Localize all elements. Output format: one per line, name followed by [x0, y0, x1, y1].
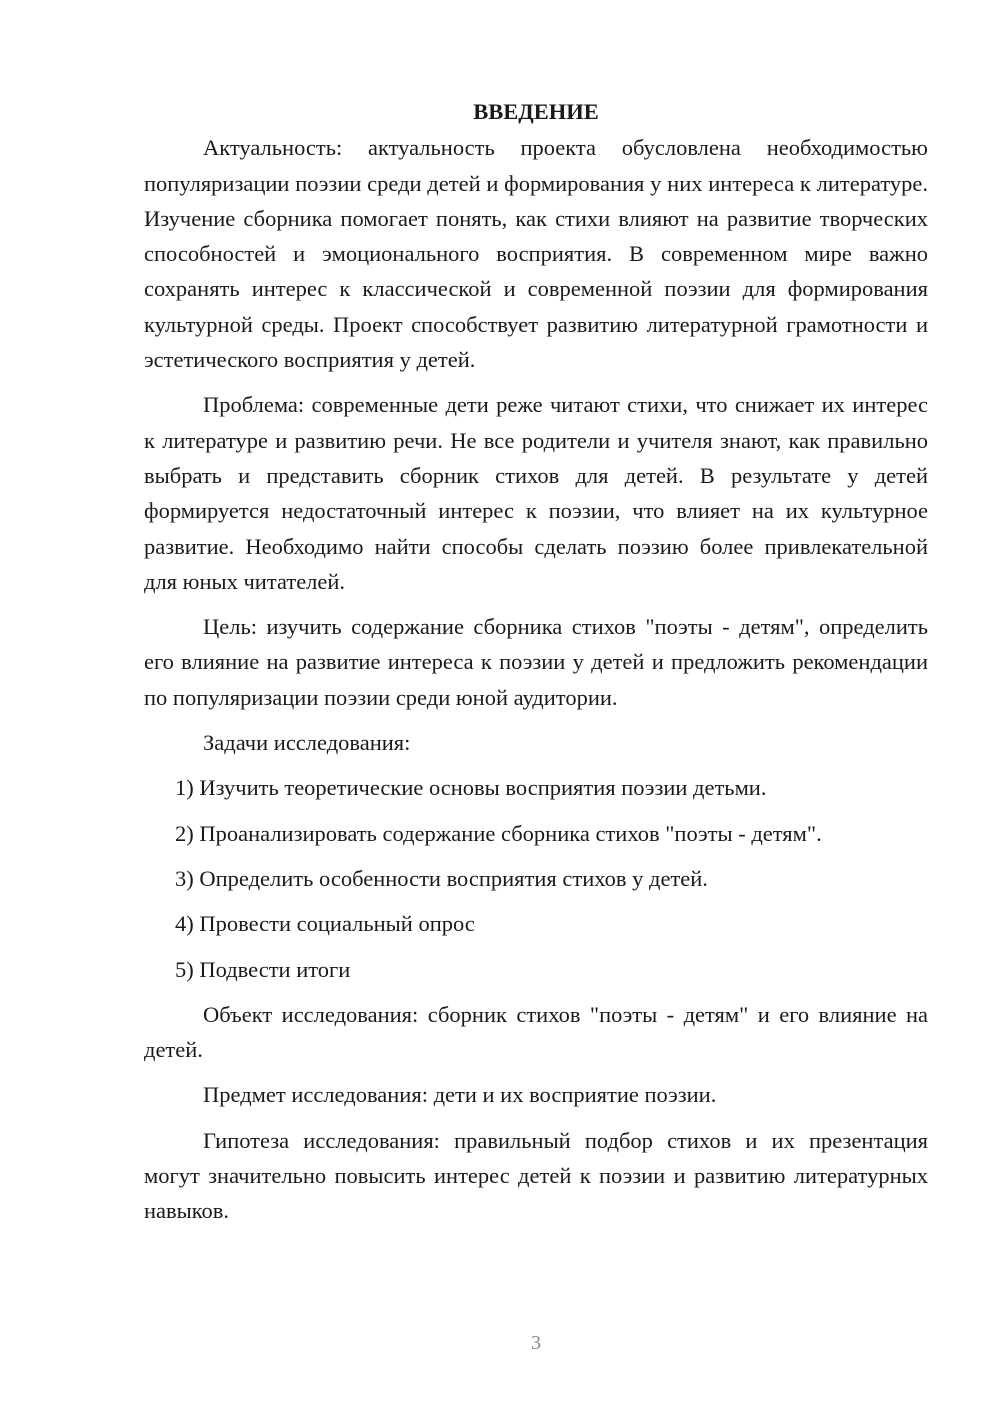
- task-item-4: 4) Провести социальный опрос: [175, 911, 475, 937]
- hypothesis-paragraph: Гипотеза исследования: правильный подбор стихов и их презентация могут значительно повысить интерес детей к поэзии и развитию литературных навыков.: [144, 1127, 928, 1224]
- task-item-5: 5) Подвести итоги: [175, 956, 351, 982]
- tasks-heading: Задачи исследования:: [203, 730, 411, 756]
- task-item-3: 3) Определить особенности восприятия стихов у детей.: [175, 865, 708, 891]
- section-title: ВВЕДЕНИЕ: [473, 99, 599, 124]
- problem-paragraph: Проблема: современные дети реже читают стихи, что снижает их интерес к литературе и развитию речи. Не все родители и учителя знают, как правильно выбрать и представить сборник стихов для детей. В результате у детей формируется недостаточный интерес к поэзии, что влияет на их культурное развитие. Необходимо найти способы сделать поэзию более привлекательной для юных читателей.: [144, 392, 928, 594]
- page-content: [144, 94, 928, 1239]
- page-number: 3: [531, 1332, 541, 1354]
- subject-paragraph: Предмет исследования: дети и их восприятие поэзии.: [203, 1082, 717, 1108]
- goal-paragraph: Цель: изучить содержание сборника стихов "поэты - детям", определить его влияние на развитие интереса к поэзии у детей и предложить рекомендации по популяризации поэзии среди юной аудитории.: [144, 614, 928, 710]
- task-item-1: 1) Изучить теоретические основы восприятия поэзии детьми.: [175, 775, 767, 801]
- object-paragraph: Объект исследования: сборник стихов "поэты - детям" и его влияние на детей.: [144, 1001, 928, 1063]
- task-item-2: 2) Проанализировать содержание сборника стихов "поэты - детям".: [175, 820, 822, 846]
- relevance-paragraph: Актуальность: актуальность проекта обусловлена необходимостью популяризации поэзии среди детей и формирования у них интереса к литературе. Изучение сборника помогает понять, как стихи влияют на развитие творческих способностей и эмоционального восприятия. В современном мире важно сохранять интерес к классической и современной поэзии для формирования культурной среды. Проект способствует развитию литературной грамотности и эстетического восприятия у детей.: [144, 135, 928, 373]
